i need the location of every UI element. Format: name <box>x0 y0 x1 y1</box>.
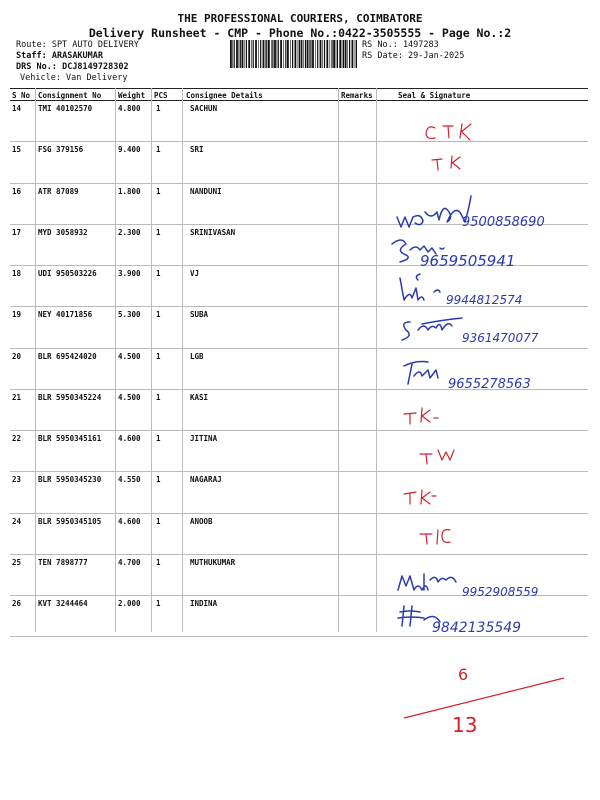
signature-row-21 <box>404 408 438 424</box>
barcode-bar <box>230 40 232 68</box>
row-sno: 19 <box>12 310 22 320</box>
phone-row-18: 9944812574 <box>446 293 523 307</box>
barcode-bar <box>287 40 289 68</box>
row-divider <box>10 224 588 225</box>
signature-row-20 <box>404 362 438 385</box>
staff-value: ARASAKUMAR <box>51 51 104 61</box>
row-divider <box>10 306 588 307</box>
barcode-bar <box>278 40 279 68</box>
col-header-consignment: Consignment No <box>38 91 102 100</box>
row-divider <box>10 430 588 431</box>
phone-row-26: 9842135549 <box>432 620 522 636</box>
row-consignee: JITINA <box>190 434 218 443</box>
barcode-bar <box>324 40 325 68</box>
barcode-bar <box>265 40 266 68</box>
signature-row-23 <box>404 490 436 504</box>
row-consignee: NAGARAJ <box>190 475 222 485</box>
col-header-weight: Weight <box>118 91 146 100</box>
barcode-bar <box>356 40 357 68</box>
barcode-bar <box>268 40 270 68</box>
row-divider <box>10 554 588 555</box>
row-weight: 2.000 <box>118 599 141 608</box>
row-consignee: LGB <box>190 351 204 361</box>
row-consignment-no: TMI 40102570 <box>38 104 93 113</box>
signature-row-15 <box>432 156 460 170</box>
barcode-bar <box>234 40 235 68</box>
row-weight: 1.800 <box>118 186 141 196</box>
row-consignee: SACHUN <box>190 104 218 113</box>
barcode-bar <box>317 40 318 68</box>
route-line: Route: SPT AUTO DELIVERY <box>16 40 139 50</box>
row-sno: 22 <box>12 434 22 443</box>
barcode-bar <box>283 40 284 68</box>
row-pcs: 1 <box>156 392 161 402</box>
signature-row-14 <box>426 124 471 140</box>
barcode-bar <box>255 40 257 68</box>
barcode-bar <box>352 40 354 68</box>
row-sno: 23 <box>12 475 22 485</box>
signature-row-17 <box>392 240 444 262</box>
row-weight: 4.600 <box>118 434 141 443</box>
row-consignment-no: BLR 5950345224 <box>38 392 102 402</box>
barcode-bar <box>258 40 259 68</box>
col-header-pcs: PCS <box>154 91 168 100</box>
barcode-bar <box>251 40 252 68</box>
row-consignment-no: NEY 40171856 <box>38 310 93 320</box>
row-sno: 17 <box>12 227 22 237</box>
barcode-bar <box>342 40 343 68</box>
barcode-bar <box>303 40 304 68</box>
barcode-bar <box>326 40 328 68</box>
row-sno: 14 <box>12 104 22 113</box>
row-divider <box>10 513 588 514</box>
barcode-bar <box>290 40 291 68</box>
signature-row-22 <box>420 450 454 464</box>
row-pcs: 1 <box>156 599 161 608</box>
row-divider <box>10 183 588 184</box>
row-sno: 20 <box>12 351 22 361</box>
row-consignee: ANOOB <box>190 516 213 526</box>
signature-row-18 <box>400 274 440 300</box>
row-pcs: 1 <box>156 269 161 278</box>
row-weight: 4.600 <box>118 516 141 526</box>
barcode-bar <box>236 40 238 68</box>
row-divider <box>10 265 588 266</box>
row-pcs: 1 <box>156 145 161 155</box>
row-sno: 18 <box>12 269 22 278</box>
staff-label: Staff: <box>16 51 47 61</box>
col-divider <box>376 88 377 632</box>
row-weight: 4.700 <box>118 557 141 567</box>
barcode-bar <box>239 40 240 68</box>
row-consignment-no: BLR 5950345230 <box>38 475 102 485</box>
row-sno: 25 <box>12 557 22 567</box>
barcode-bar <box>277 40 278 68</box>
rs-no: RS No.: 1497283 <box>362 40 439 50</box>
barcode-bar <box>272 40 273 68</box>
barcode-bar <box>347 40 348 68</box>
row-weight: 4.500 <box>118 351 141 361</box>
signature-row-25 <box>398 574 456 590</box>
row-pcs: 1 <box>156 434 161 443</box>
col-header-remarks: Remarks <box>341 91 373 100</box>
barcode-bar <box>345 40 347 68</box>
col-divider <box>151 88 152 632</box>
row-consignee: KASI <box>190 392 209 402</box>
row-consignee: INDINA <box>190 599 218 608</box>
row-weight: 4.500 <box>118 392 141 402</box>
barcode-bar <box>274 40 276 68</box>
row-divider <box>10 348 588 349</box>
row-weight: 4.550 <box>118 475 141 485</box>
row-weight: 2.300 <box>118 227 141 237</box>
barcode-bar <box>260 40 261 68</box>
barcode-bar <box>299 40 300 68</box>
drs-line <box>16 62 139 73</box>
barcode-bar <box>292 40 293 68</box>
drs-value: DCJ8149728302 <box>62 62 129 72</box>
row-pcs: 1 <box>156 516 161 526</box>
row-consignee: VJ <box>190 269 200 278</box>
col-header-sno: S No <box>12 91 31 100</box>
phone-row-25: 9952908559 <box>462 585 539 599</box>
row-weight: 9.400 <box>118 145 141 155</box>
row-divider <box>10 389 588 390</box>
col-divider <box>115 88 116 632</box>
row-consignment-no: BLR 5950345105 <box>38 516 102 526</box>
fraction-line <box>404 678 564 718</box>
table-header-rule <box>10 100 588 101</box>
barcode-bar <box>322 40 323 68</box>
barcode-bar <box>253 40 254 68</box>
row-pcs: 1 <box>156 475 161 485</box>
staff-line <box>16 51 139 62</box>
barcode-bar <box>301 40 303 68</box>
barcode-bar <box>280 40 282 68</box>
barcode-bar <box>309 40 310 68</box>
barcode-bar <box>333 40 335 68</box>
runsheet-subtitle: Delivery Runsheet - CMP - Phone No.:0422-3505555 - Page No.:2 <box>88 26 512 40</box>
table-top-rule <box>10 88 588 89</box>
drs-label: DRS No.: <box>16 62 57 72</box>
barcode-bar <box>355 40 356 68</box>
signature-row-19 <box>402 318 462 340</box>
route-info <box>16 40 139 84</box>
row-weight: 4.800 <box>118 104 141 113</box>
row-consignment-no: UDI 950503226 <box>38 269 97 278</box>
barcode-bar <box>298 40 299 68</box>
row-sno: 21 <box>12 392 22 402</box>
barcode-bar <box>263 40 265 68</box>
barcode-bar <box>320 40 322 68</box>
barcode-bar <box>307 40 309 68</box>
barcode-bar <box>242 40 244 68</box>
row-divider <box>10 636 588 637</box>
row-divider <box>10 471 588 472</box>
barcode-bar <box>244 40 245 68</box>
barcode-bar <box>232 40 233 68</box>
phone-row-16: 9500858690 <box>462 215 545 230</box>
barcode-bar <box>337 40 338 68</box>
row-consignment-no: BLR 695424020 <box>38 351 97 361</box>
barcode-bar <box>315 40 316 68</box>
row-sno: 15 <box>12 145 22 155</box>
col-header-consignee: Consignee Details <box>186 91 263 100</box>
barcode-bar <box>349 40 350 68</box>
row-weight: 5.300 <box>118 310 141 320</box>
row-divider <box>10 595 588 596</box>
row-sno: 26 <box>12 599 22 608</box>
row-consignee: SRI <box>190 145 204 155</box>
row-consignment-no: ATR 87089 <box>38 186 79 196</box>
barcode-bar <box>246 40 247 68</box>
row-sno: 24 <box>12 516 22 526</box>
barcode-bar <box>310 40 311 68</box>
company-title: THE PROFESSIONAL COURIERS, COIMBATORE <box>177 12 423 25</box>
row-consignment-no: MYD 3058932 <box>38 227 88 237</box>
barcode-bar <box>312 40 314 68</box>
col-divider <box>338 88 339 632</box>
barcode-bar <box>285 40 286 68</box>
row-consignment-no: BLR 5950345161 <box>38 434 102 443</box>
signature-row-26 <box>398 606 440 626</box>
col-header-seal: Seal & Signature <box>398 91 471 100</box>
row-consignment-no: KVT 3244464 <box>38 599 88 608</box>
barcode-bar <box>305 40 306 68</box>
row-sno: 16 <box>12 186 22 196</box>
row-consignment-no: TEN 7898777 <box>38 557 88 567</box>
barcode-bar <box>336 40 337 68</box>
barcode-bar <box>343 40 344 68</box>
row-weight: 3.900 <box>118 269 141 278</box>
row-pcs: 1 <box>156 186 161 196</box>
signature-row-24 <box>420 530 450 544</box>
signature-row-16 <box>397 196 471 227</box>
phone-row-19: 9361470077 <box>462 331 539 345</box>
barcode-bar <box>295 40 297 68</box>
vehicle-line: Vehicle: Van Delivery <box>20 73 128 83</box>
barcode-bar <box>266 40 267 68</box>
rs-date: RS Date: 29-Jan-2025 <box>362 51 465 61</box>
barcode-bar <box>240 40 241 68</box>
phone-row-17: 9659505941 <box>420 252 516 270</box>
col-divider <box>35 88 36 632</box>
row-pcs: 1 <box>156 557 161 567</box>
row-pcs: 1 <box>156 351 161 361</box>
row-consignee: SRINIVASAN <box>190 227 236 237</box>
rs-info <box>362 40 464 62</box>
row-pcs: 1 <box>156 104 161 113</box>
barcode-bar <box>248 40 250 68</box>
row-consignee: NANDUNI <box>190 186 222 196</box>
row-consignment-no: FSG 379156 <box>38 145 84 155</box>
count-note-bottom: 13 <box>452 713 478 737</box>
barcode-bar <box>331 40 332 68</box>
red-count-note <box>404 665 564 737</box>
row-pcs: 1 <box>156 227 161 237</box>
col-divider <box>182 88 183 632</box>
row-pcs: 1 <box>156 310 161 320</box>
row-consignee: MUTHUKUMAR <box>190 557 236 567</box>
barcode-bar <box>339 40 341 68</box>
barcode-bar <box>271 40 272 68</box>
barcode-bar <box>330 40 331 68</box>
barcode <box>230 40 358 68</box>
row-consignee: SUBA <box>190 310 209 320</box>
row-divider <box>10 141 588 142</box>
count-note-top: 6 <box>458 665 469 684</box>
phone-row-20: 9655278563 <box>448 377 531 392</box>
